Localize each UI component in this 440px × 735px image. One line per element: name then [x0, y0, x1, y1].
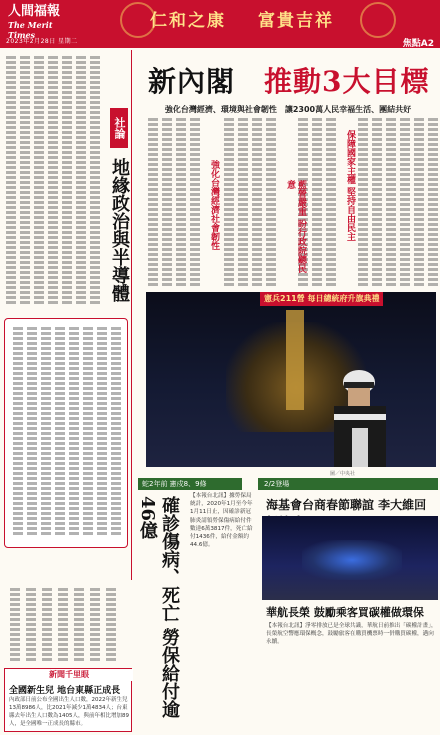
text-column	[6, 56, 16, 306]
text-column	[358, 118, 368, 288]
issue-date: 2023年2月28日 星期二	[6, 38, 78, 45]
subheadline: 強化台灣經濟、環境與社會韌性 讓2300萬人民幸福生活、團結共好	[164, 105, 412, 114]
inline-subhead: 保障國家主權 堅持自由民主	[345, 130, 355, 242]
article-photo	[262, 516, 438, 600]
section-bar-left: 蛇2年前 憲戍8、9條	[138, 478, 242, 490]
text-column	[414, 118, 424, 288]
text-column	[62, 56, 72, 306]
soldier-silhouette-icon	[314, 368, 404, 467]
text-column	[58, 588, 68, 662]
masthead	[0, 0, 440, 48]
text-column	[90, 588, 100, 662]
editorial-tag: 社論	[110, 108, 128, 148]
text-column	[34, 56, 44, 306]
inline-subhead: 強化台灣經濟社會韌性	[209, 160, 219, 250]
editorial-body-box	[4, 318, 128, 548]
news-brief-tag: 新聞千里眼	[5, 669, 133, 681]
banner-right: 富貴吉祥	[258, 11, 334, 31]
main-headline	[138, 60, 436, 100]
logo-chinese: 人間福報	[8, 4, 61, 19]
headline-part-a: 新內閣	[148, 65, 236, 98]
photo-caption: 憲兵211營 每日總統府升旗典禮	[260, 292, 383, 306]
text-column	[76, 56, 86, 306]
text-column	[90, 56, 100, 306]
text-column	[266, 118, 276, 288]
news-photo	[146, 292, 436, 467]
tower-icon	[286, 310, 304, 410]
stage-light	[302, 540, 402, 580]
inline-subhead: 藍營嚴重 盼行政院聽民意	[285, 180, 306, 274]
newspaper-logo	[8, 4, 66, 40]
news-brief-body: 內政部日前公布全國出生人口數，2022年新生兒13萬8986人，比2021年減少1萬4834人；台東縣去年出生人口數為1405人，與前年相比增加89人，是全國唯一正成長的縣市。	[9, 697, 129, 727]
text-column	[312, 118, 322, 288]
text-column	[26, 588, 36, 662]
editorial-column	[0, 50, 132, 580]
section-tag: 焦點A2	[402, 39, 434, 48]
text-column	[386, 118, 396, 288]
vertical-headline: 確診傷病、死亡 勞保給付逾46億	[137, 496, 180, 719]
logo-english: The Merit Times	[8, 20, 53, 40]
text-column	[106, 588, 116, 662]
news-brief-box	[4, 668, 132, 732]
text-column	[224, 118, 234, 288]
text-column	[10, 588, 20, 662]
text-column	[428, 118, 438, 288]
article-headline-2: 華航長榮 鼓勵乘客買碳權做環保	[266, 606, 424, 619]
editorial-title: 地緣政治與半導體	[109, 158, 130, 302]
article-body-2: 【本報台北訊】淨零排放已是全球共識，華航日前推出「碳權計畫」，長榮航空響應環保概念，鼓勵旅客在購買機票時一併購買碳權，邁向永續。	[266, 623, 437, 646]
text-column	[20, 56, 30, 306]
news-brief-title: 全國新生兒 地台東縣正成長	[9, 686, 121, 696]
text-column	[400, 118, 410, 288]
text-column	[176, 118, 186, 288]
banner-left: 仁和之康	[150, 11, 226, 31]
text-column	[74, 588, 84, 662]
text-column	[326, 118, 336, 288]
text-column	[42, 588, 52, 662]
section-bar-right: 2/2登場	[258, 478, 438, 490]
text-column	[148, 118, 158, 288]
text-column	[372, 118, 382, 288]
photo-credit: 圖／中央社	[330, 471, 356, 477]
article-headline: 海基會台商春節聯誼 李大維回	[266, 498, 427, 512]
text-column	[190, 118, 200, 288]
text-column	[162, 118, 172, 288]
decoration-circle-icon	[360, 2, 396, 38]
text-column	[238, 118, 248, 288]
article-body: 【本報台北訊】據勞保局統計，2020年1月至今年1月11日止，因確診新冠肺炎請領勞保傷病給付件數達6萬3817件，死亡給付1436件，給付金額約44.6億。	[190, 493, 253, 549]
headline-part-b: 推動3大目標	[264, 65, 430, 98]
text-column	[252, 118, 262, 288]
text-column	[48, 56, 58, 306]
